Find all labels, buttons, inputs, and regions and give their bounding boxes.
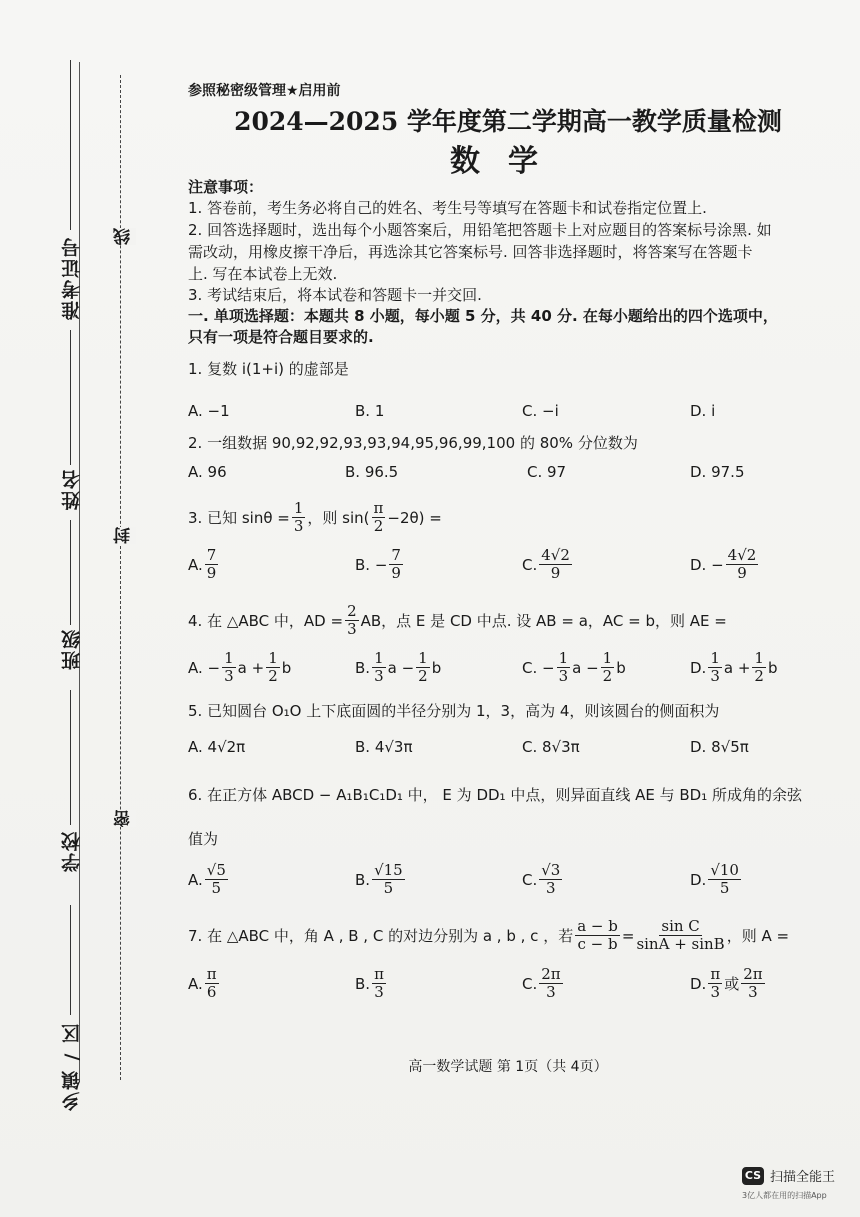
option-letter: A. — [188, 555, 203, 574]
option-letter: C. — [522, 870, 538, 889]
numerator: π — [373, 499, 384, 517]
scanner-name: 扫描全能王 — [770, 1170, 836, 1185]
q1-option-a[interactable]: A. −1 — [188, 402, 230, 420]
q5-option-d[interactable]: D. 8√5π — [690, 738, 749, 756]
numerator: 1 — [710, 649, 720, 667]
denominator: 3 — [374, 983, 384, 1001]
option-letter: B. — [355, 974, 371, 993]
option-letter: D. — [690, 974, 707, 993]
school-field[interactable] — [70, 690, 71, 825]
fraction — [708, 650, 722, 685]
denominator: 9 — [550, 564, 561, 582]
fraction — [416, 650, 430, 685]
q3-option-d[interactable] — [690, 547, 760, 582]
numerator: 1 — [754, 649, 764, 667]
q5-option-b[interactable]: B. 4√3π — [355, 738, 413, 756]
q1-option-b[interactable]: B. 1 — [355, 402, 385, 420]
denominator: 3 — [558, 667, 569, 685]
question-6-stem-cont: 值为 — [188, 830, 219, 848]
denominator: 3 — [374, 667, 384, 685]
option-letter: B. — [355, 870, 371, 889]
notes-line: 2. 回答选择题时，选出每个小题答案后，用铅笔把答题卡上对应题目的答案标号涂黑. 如 — [188, 221, 772, 239]
question-5-stem: 5. 已知圆台 O₁O 上下底面圆的半径分别为 1，3，高为 4，则该圆台的侧面积为 — [188, 702, 720, 720]
denominator: 3 — [224, 667, 234, 685]
q3-stem-text: −2θ) = — [387, 508, 442, 527]
q4-stem-text: 4. 在 △ABC 中，AD = — [188, 612, 344, 630]
notes-line: 需改动，用橡皮擦干净后，再选涂其它答案标号. 回答非选择题时，将答案写在答题卡 — [188, 243, 753, 261]
denominator: 3 — [293, 517, 304, 535]
q3-option-a[interactable] — [188, 547, 220, 582]
numerator: 2π — [541, 965, 561, 983]
denominator: sinA + sinB — [636, 935, 725, 953]
fraction — [741, 966, 764, 1001]
or-text: 或 — [724, 975, 740, 993]
question-4-stem — [188, 603, 727, 638]
denominator: 5 — [719, 879, 730, 897]
denominator: 9 — [737, 564, 747, 582]
school-label: 学校 — [61, 830, 83, 872]
numerator: 4√2 — [727, 546, 757, 564]
notes-line: 上. 写在本试卷上无效. — [188, 265, 338, 283]
binding-seal-line — [120, 75, 121, 1080]
vector-term: b — [431, 658, 442, 677]
question-6-stem: 6. 在正方体 ABCD − A₁B₁C₁D₁ 中， E 为 DD₁ 中点，则异面直线 AE 与 BD₁ 所成角的余弦 — [188, 786, 802, 804]
numerator: 4√2 — [541, 546, 570, 564]
q5-option-a[interactable]: A. 4√2π — [188, 738, 246, 756]
numerator: a − b — [577, 917, 618, 935]
class-label: 班级 — [61, 628, 83, 670]
denominator: 6 — [206, 983, 217, 1001]
binding-seal-mark: 封 — [111, 527, 136, 544]
q2-option-c[interactable]: C. 97 — [527, 463, 567, 481]
numerator: 1 — [268, 649, 278, 667]
scanner-tagline: 3亿人都在用的扫描App — [742, 1191, 827, 1200]
vector-term: b — [281, 658, 292, 677]
binding-outer-line — [79, 62, 80, 1082]
fraction — [372, 966, 386, 1001]
q7-option-c[interactable] — [522, 966, 565, 1001]
fraction — [389, 547, 403, 582]
option-letter: D. — [690, 658, 707, 677]
question-3-stem — [188, 500, 442, 535]
numerator: sin C — [661, 917, 700, 935]
fraction — [752, 650, 766, 685]
fraction — [345, 603, 359, 638]
numerator: π — [206, 965, 217, 983]
q1-option-d[interactable]: D. i — [690, 402, 716, 420]
scanner-logo — [742, 1166, 835, 1185]
q3-stem-text: 3. 已知 sinθ = — [188, 509, 290, 527]
denominator: 3 — [347, 620, 357, 638]
town-label: 乡镇 / 区 — [61, 1022, 83, 1112]
fraction — [205, 862, 228, 897]
exam-title: 2024—2025 学年度第二学期高一教学质量检测 — [234, 107, 782, 136]
vector-term: a − — [572, 658, 599, 677]
numerator: 1 — [558, 649, 569, 667]
numerator: √10 — [710, 861, 739, 879]
numerator: 1 — [602, 649, 613, 667]
vector-term: a + — [237, 658, 265, 677]
q7-option-a[interactable] — [188, 966, 221, 1001]
fraction — [205, 966, 219, 1001]
fraction — [539, 862, 562, 897]
student-name-field[interactable] — [70, 330, 71, 465]
numerator: 2π — [743, 965, 763, 983]
subject-title: 数学 — [450, 144, 566, 179]
secret-level-label: 参照秘密级管理★启用前 — [188, 83, 341, 99]
binding-secret-mark: 密 — [111, 810, 136, 827]
denominator: 2 — [602, 667, 613, 685]
option-letter: A. − — [188, 658, 221, 677]
binding-line-mark: 线 — [111, 228, 136, 245]
fraction — [726, 547, 759, 582]
q2-option-b[interactable]: B. 96.5 — [345, 463, 399, 481]
q7-option-d[interactable] — [690, 966, 767, 1001]
fraction — [708, 966, 722, 1001]
student-name-label: 姓名 — [61, 468, 83, 510]
fraction — [708, 862, 741, 897]
numerator: π — [374, 965, 384, 983]
denominator: 2 — [373, 517, 384, 535]
q6-option-b[interactable] — [355, 862, 407, 897]
denominator: 9 — [206, 564, 217, 582]
q6-option-a[interactable] — [188, 862, 230, 897]
numerator: √3 — [541, 861, 561, 879]
q1-option-c[interactable]: C. −i — [522, 402, 559, 420]
fraction — [575, 918, 620, 953]
section-instruction: 一. 单项选择题：本题共 8 小题，每小题 5 分，共 40 分. 在每小题给出的四个选项中， — [188, 307, 778, 325]
exam-number-field[interactable] — [70, 60, 71, 230]
fraction — [222, 650, 236, 685]
numerator: 7 — [391, 546, 401, 564]
exam-number-label: 准考证号 — [61, 236, 83, 320]
numerator: π — [710, 965, 721, 983]
q3-stem-text: ，则 sin( — [307, 509, 370, 527]
option-letter: C. — [522, 974, 538, 993]
q3-option-c[interactable] — [522, 547, 574, 582]
denominator: 9 — [391, 564, 401, 582]
option-letter: D. − — [690, 555, 724, 574]
q7-stem-text: 7. 在 △ABC 中，角 A , B , C 的对边分别为 a , b , c ，若 — [188, 927, 574, 945]
fraction — [372, 650, 386, 685]
q7-stem-text: ，则 A = — [726, 927, 790, 945]
q5-option-c[interactable]: C. 8√3π — [522, 738, 580, 756]
fraction — [601, 650, 615, 685]
fraction — [372, 500, 386, 535]
q3-option-b[interactable] — [355, 547, 405, 582]
q4-option-d[interactable] — [690, 650, 777, 685]
fraction — [266, 650, 280, 685]
fraction — [539, 547, 572, 582]
q2-option-d[interactable]: D. 97.5 — [690, 463, 745, 481]
numerator: 1 — [293, 499, 304, 517]
denominator: 2 — [268, 667, 278, 685]
denominator: 3 — [710, 667, 720, 685]
q6-option-d[interactable] — [690, 862, 743, 897]
q4-stem-text: AB，点 E 是 CD 中点. 设 AB = a，AC = b，则 AE = — [360, 612, 727, 630]
option-letter: D. — [690, 870, 707, 889]
option-letter: B. − — [355, 555, 388, 574]
numerator: 7 — [206, 546, 217, 564]
q4-option-c[interactable] — [522, 650, 626, 685]
fraction — [539, 966, 562, 1001]
fraction — [292, 500, 306, 535]
page-footer: 高一数学试题 第 1页（共 4页） — [408, 1059, 608, 1075]
notes-line: 1. 答卷前，考生务必将自己的姓名、考生号等填写在答题卡和试卷指定位置上. — [188, 199, 707, 217]
notes-heading: 注意事项： — [188, 178, 264, 196]
fraction — [636, 918, 724, 953]
numerator: √15 — [374, 861, 403, 879]
q6-option-c[interactable] — [522, 862, 564, 897]
denominator: 2 — [754, 667, 764, 685]
numerator: 1 — [374, 649, 384, 667]
vector-term: b — [767, 658, 778, 677]
denominator: 3 — [748, 983, 758, 1001]
q7-option-b[interactable] — [355, 966, 388, 1001]
denominator: 3 — [546, 983, 556, 1001]
option-letter: A. — [188, 974, 203, 993]
fraction — [557, 650, 571, 685]
denominator: 5 — [383, 879, 394, 897]
q2-option-a[interactable]: A. 96 — [188, 463, 227, 481]
question-7-stem — [188, 918, 789, 953]
option-letter: C. — [522, 555, 538, 574]
vector-term: b — [616, 658, 626, 677]
question-2-stem: 2. 一组数据 90,92,92,93,93,94,95,96,99,100 的 80% 分位数为 — [188, 434, 638, 452]
class-field[interactable] — [70, 520, 71, 625]
q4-option-a[interactable] — [188, 650, 291, 685]
option-letter: A. — [188, 870, 203, 889]
equals-sign: = — [621, 926, 635, 945]
numerator: 2 — [347, 602, 357, 620]
option-letter: B. — [355, 658, 371, 677]
q4-option-b[interactable] — [355, 650, 441, 685]
question-1-stem: 1. 复数 i(1+i) 的虚部是 — [188, 360, 349, 378]
town-field[interactable] — [70, 905, 71, 1015]
denominator: 2 — [418, 667, 428, 685]
fraction — [205, 547, 219, 582]
vector-term: a − — [387, 658, 415, 677]
denominator: 5 — [211, 879, 222, 897]
numerator: 1 — [224, 649, 234, 667]
numerator: 1 — [418, 649, 428, 667]
notes-line: 3. 考试结束后，将本试卷和答题卡一并交回. — [188, 286, 482, 304]
option-letter: C. − — [522, 658, 555, 677]
denominator: c − b — [577, 935, 618, 953]
vector-term: a + — [723, 658, 751, 677]
fraction — [372, 862, 405, 897]
denominator: 3 — [546, 879, 556, 897]
section-instruction: 只有一项是符合题目要求的. — [188, 328, 374, 346]
numerator: √5 — [206, 861, 226, 879]
denominator: 3 — [710, 983, 721, 1001]
camscanner-icon: CS — [742, 1167, 764, 1185]
